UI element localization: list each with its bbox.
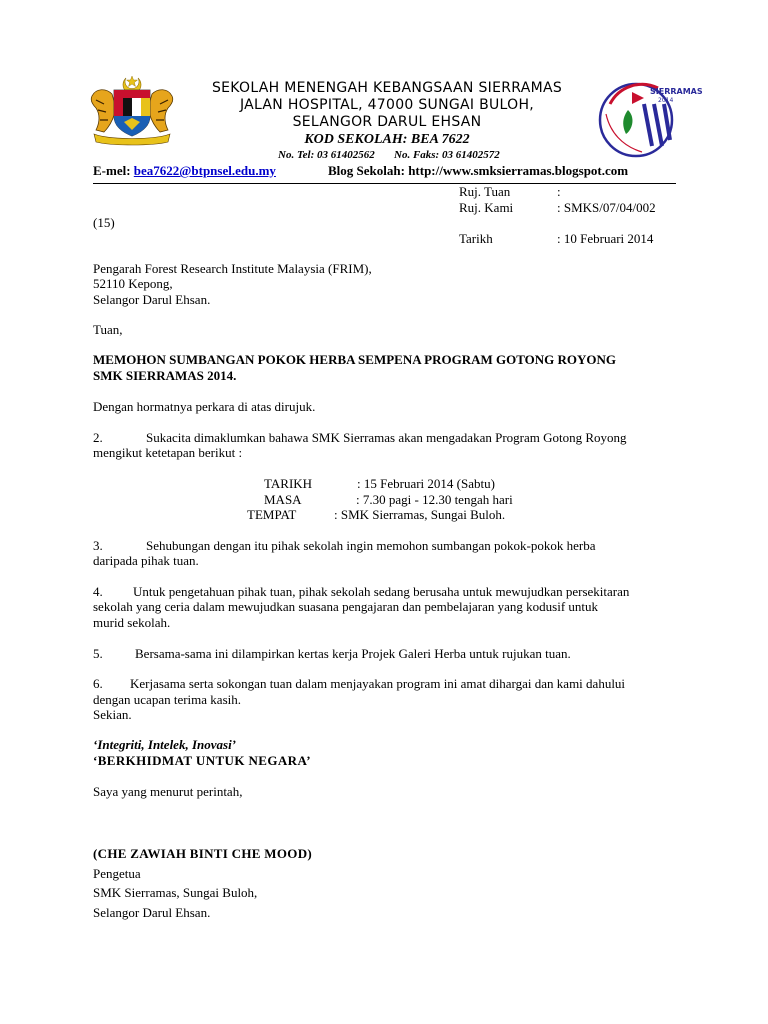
subject-line1: MEMOHON SUMBANGAN POKOK HERBA SEMPENA PROGRAM GOTONG ROYONG [93, 352, 617, 367]
para4-line2: sekolah yang ceria dalam mewujudkan suasana pengajaran dan pembelajaran yang kodusif untuk [93, 599, 599, 614]
ruj-tuan-label: Ruj. Tuan [459, 184, 511, 199]
smk-sierramas-logo [592, 74, 703, 160]
salutation: Tuan, [93, 322, 123, 337]
detail-venue-value: : SMK Sierramas, Sungai Buloh. [334, 507, 506, 522]
detail-date-value: : 15 Februari 2014 (Sabtu) [357, 476, 495, 491]
school-address-line2: SELANGOR DARUL EHSAN [292, 114, 482, 130]
para2-line2: mengikut ketetapan berikut : [93, 445, 243, 460]
para6-number: 6. [93, 676, 103, 691]
school-address-line1: JALAN HOSPITAL, 47000 SUNGAI BULOH, [239, 97, 535, 113]
para3-line1: Sehubungan dengan itu pihak sekolah ingin memohon sumbangan pokok-pokok herba [146, 538, 596, 553]
para3-number: 3. [93, 538, 103, 553]
motto-slogan: ‘BERKHIDMAT UNTUK NEGARA’ [93, 753, 312, 768]
ruj-tuan-value: : [557, 184, 561, 199]
para2-line1: Sukacita dimaklumkan bahawa SMK Sierramas akan mengadakan Program Gotong Royong [146, 430, 627, 445]
blog-row [328, 163, 628, 179]
signatory-name: (CHE ZAWIAH BINTI CHE MOOD) [93, 846, 313, 861]
email-link[interactable]: bea7622@btpnsel.edu.my [133, 163, 276, 178]
para5-line1: Bersama-sama ini dilampirkan kertas kerja Projek Galeri Herba untuk rujukan tuan. [135, 646, 571, 661]
para4-number: 4. [93, 584, 103, 599]
school-fax: No. Faks: 03 61402572 [394, 149, 500, 161]
signatory-title: Pengetua [93, 866, 141, 881]
signatory-org-line1: SMK Sierramas, Sungai Buloh, [93, 885, 258, 900]
school-phone: No. Tel: 03 61402562 [278, 149, 375, 161]
school-name: SEKOLAH MENENGAH KEBANGSAAN SIERRAMAS [211, 80, 563, 96]
intro-paragraph: Dengan hormatnya perkara di atas dirujuk. [93, 399, 316, 414]
school-code: KOD SEKOLAH: BEA 7622 [304, 132, 470, 147]
recipient-line2: 52110 Kepong, [93, 276, 173, 291]
ruj-kami-value: : SMKS/07/04/002 [557, 200, 656, 215]
header-divider [93, 183, 676, 184]
motto-values: ‘Integriti, Intelek, Inovasi’ [93, 737, 237, 752]
para2-number: 2. [93, 430, 103, 445]
reference-number: (15) [93, 215, 115, 230]
date-value: : 10 Februari 2014 [557, 231, 654, 246]
blog-label: Blog Sekolah: [328, 163, 405, 178]
recipient-line3: Selangor Darul Ehsan. [93, 292, 211, 307]
ruj-kami-label: Ruj. Kami [459, 200, 514, 215]
subject-line2: SMK SIERRAMAS 2014. [93, 368, 237, 383]
signatory-org-line2: Selangor Darul Ehsan. [93, 905, 211, 920]
logo-right-year: 2014 [658, 97, 674, 104]
para4-line3: murid sekolah. [93, 615, 171, 630]
recipient-line1: Pengarah Forest Research Institute Malaysia (FRIM), [93, 261, 372, 276]
para5-number: 5. [93, 646, 103, 661]
jata-negara-crest [86, 74, 178, 144]
para3-line2: daripada pihak tuan. [93, 553, 199, 568]
email-row [93, 163, 276, 179]
date-label: Tarikh [459, 231, 493, 246]
email-label: E-mel: [93, 163, 131, 178]
detail-time-label: MASA [264, 492, 302, 507]
closing-word: Sekian. [93, 707, 132, 722]
para6-line1: Kerjasama serta sokongan tuan dalam menjayakan program ini amat dihargai dan kami dahului [130, 676, 626, 691]
blog-url: http://www.smksierramas.blogspot.com [408, 163, 629, 178]
detail-date-label: TARIKH [264, 476, 313, 491]
signoff-phrase: Saya yang menurut perintah, [93, 784, 243, 799]
para4-line1: Untuk pengetahuan pihak tuan, pihak sekolah sedang berusaha untuk mewujudkan persekitaran [133, 584, 630, 599]
detail-time-value: : 7.30 pagi - 12.30 tengah hari [356, 492, 513, 507]
logo-right-name: SIERRAMAS [650, 87, 703, 96]
para6-line2: dengan ucapan terima kasih. [93, 692, 241, 707]
detail-venue-label: TEMPAT [247, 507, 297, 522]
